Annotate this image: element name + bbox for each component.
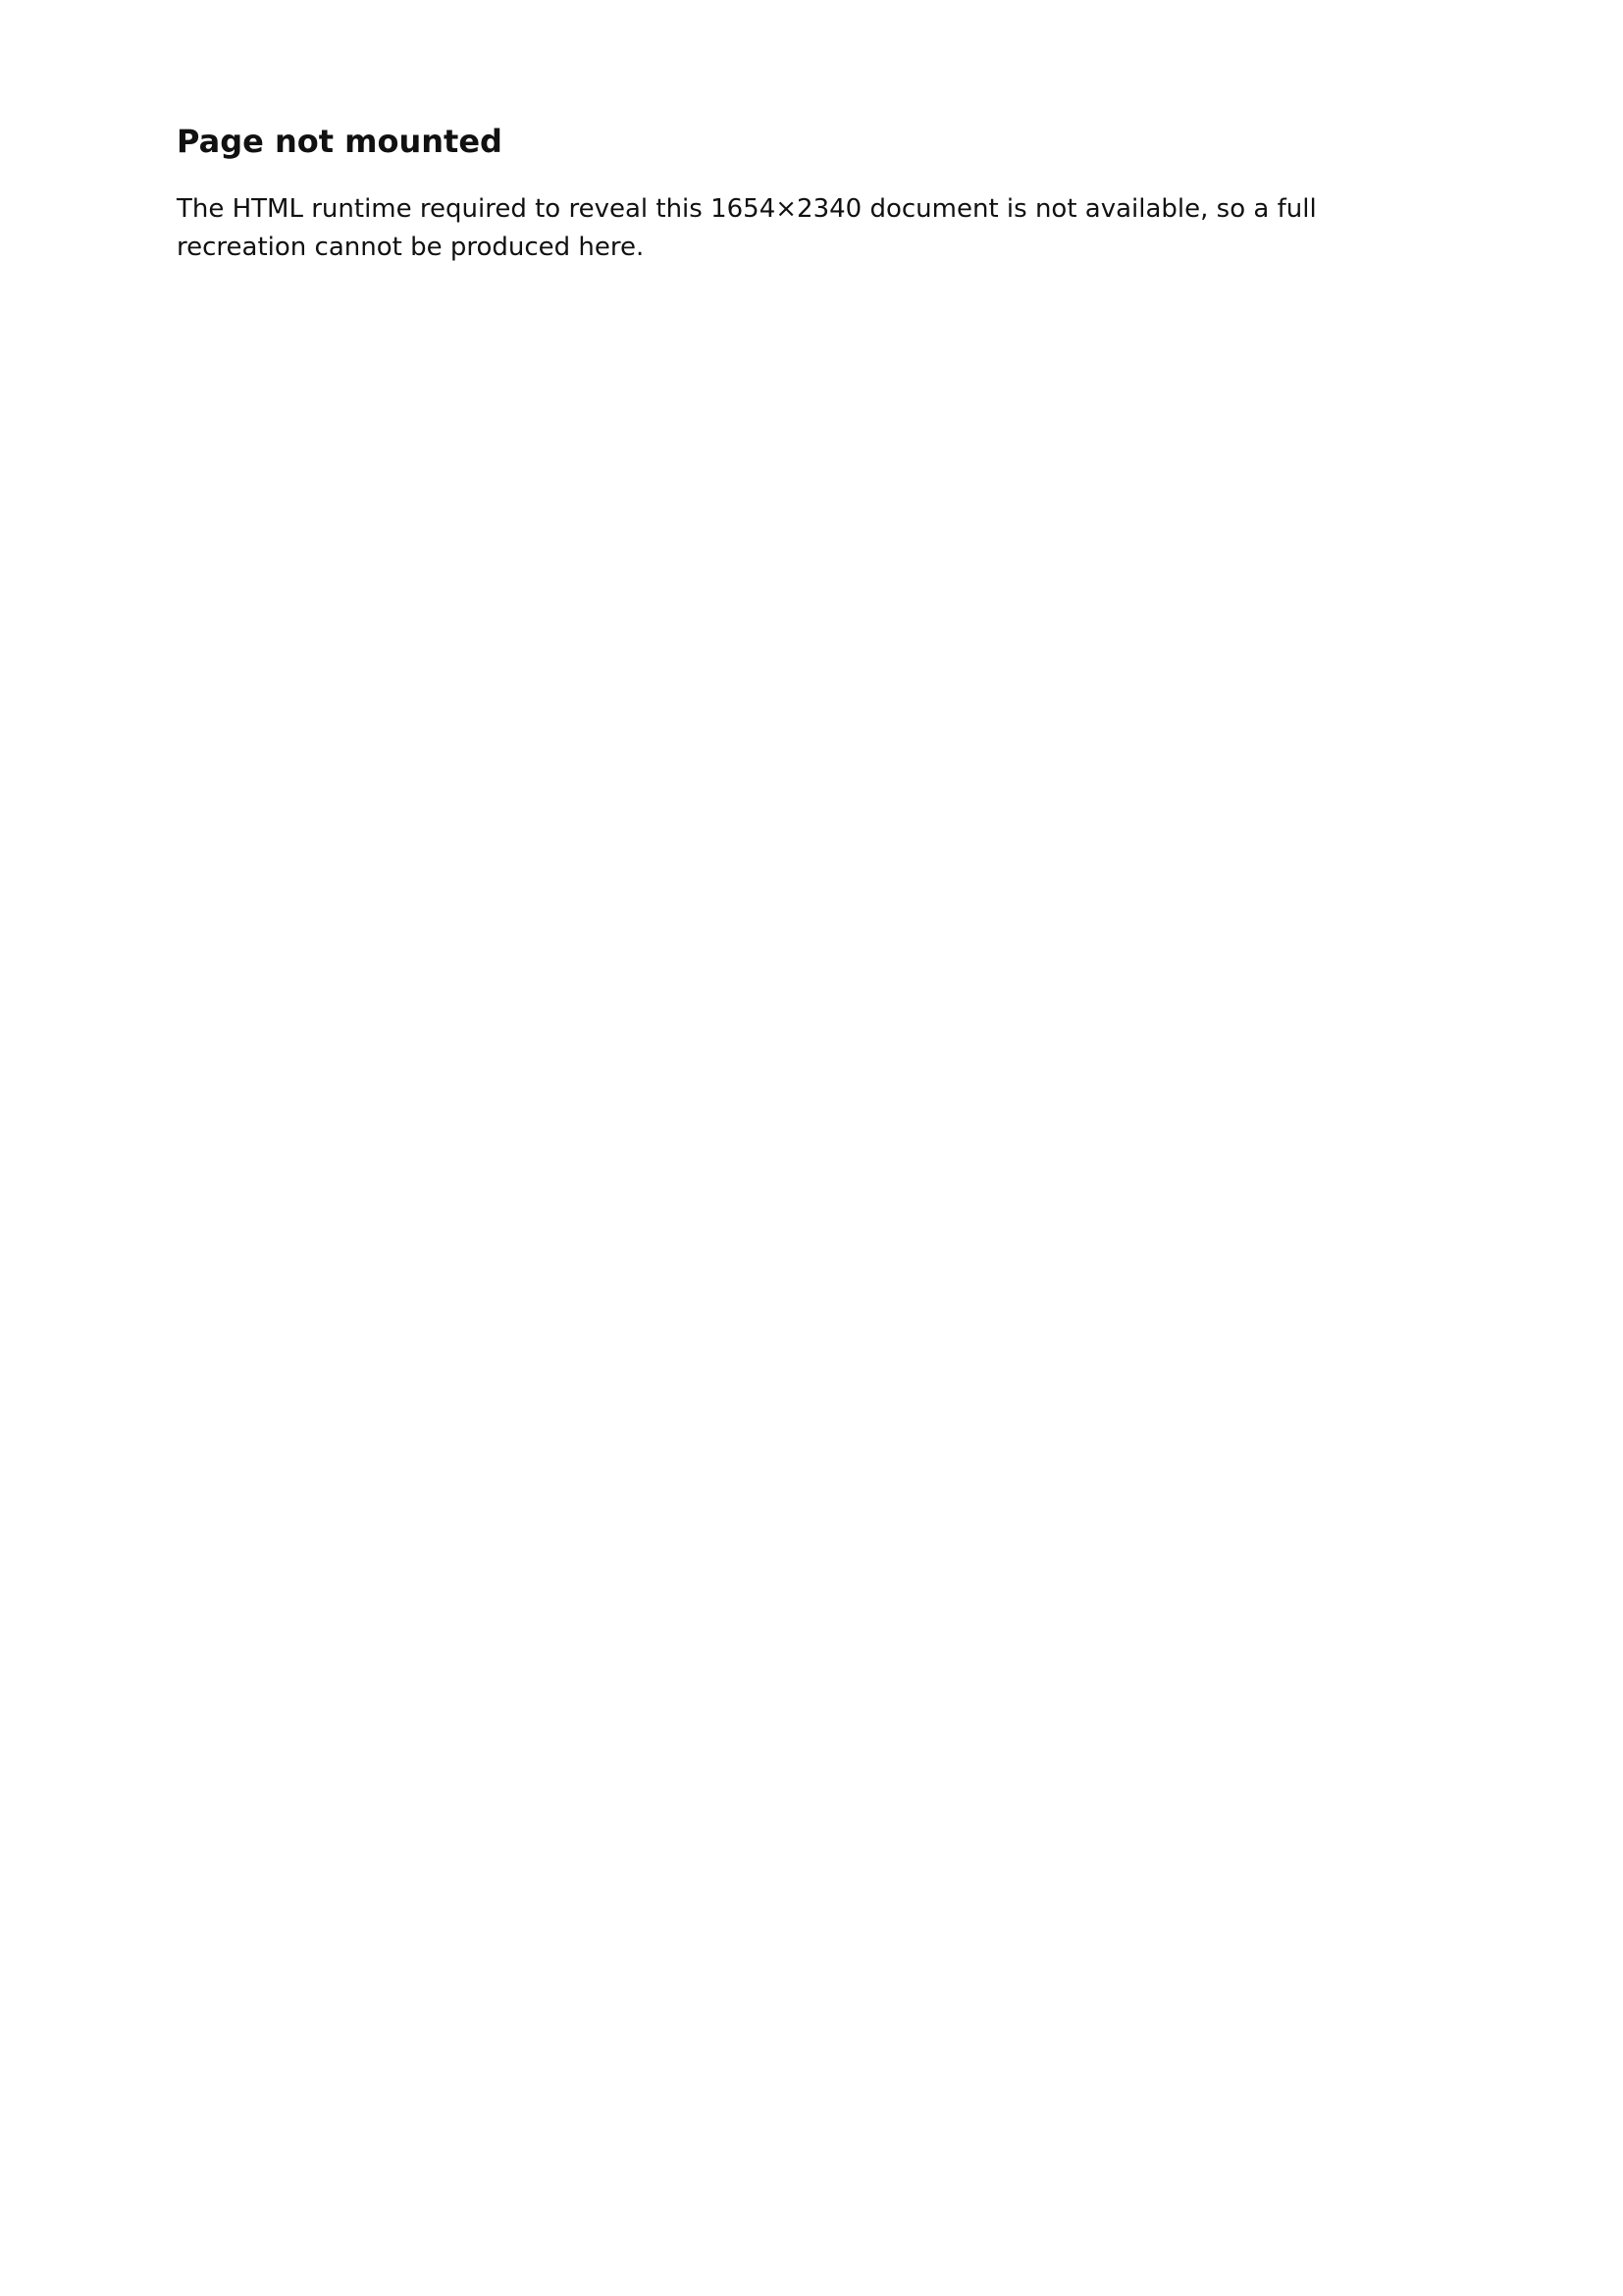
notice [177,118,1446,292]
notice-title: Page not mounted [177,123,502,160]
notice-body: The HTML runtime required to reveal this 1654×2340 document is not available, so a full recreation cannot be produced here. [177,194,1317,262]
